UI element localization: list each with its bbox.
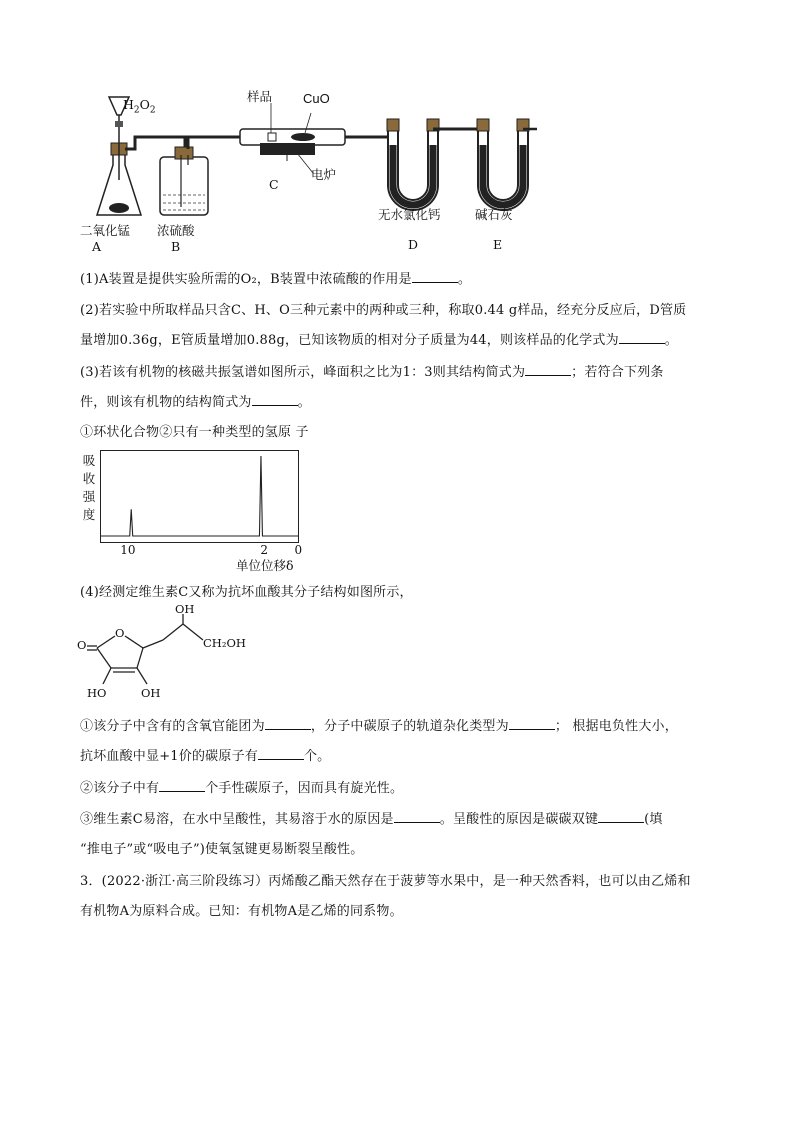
question-1: (1)A装置是提供实验所需的O₂，B装置中浓硫酸的作用是 。 [80,265,720,295]
answer-blank[interactable] [509,715,555,730]
question-4-3: ③维生素C易溶，在水中呈酸性，其易溶于水的原因是 。呈酸性的原因是碳碳双键 (填 “推电子”或“吸电子”)使氧氢键更易断裂呈酸性。 [80,805,720,865]
apparatus-diagram [75,85,545,255]
answer-blank[interactable] [159,777,205,792]
answer-blank[interactable] [265,715,311,730]
label-e: E [493,237,503,252]
label-c: C [269,177,279,192]
nmr-trace [101,456,299,536]
question-3-ethyl-acrylate: 3．(2022·浙江·高三阶段练习）丙烯酸乙酯天然存在于菠萝等水果中，是一种天然香料，也可以由乙烯和 有机物A为原料合成。已知：有机物A是乙烯的同系物。 [80,874,691,919]
answer-blank[interactable] [258,745,304,760]
nmr-tick-0: 0 [294,543,303,557]
vitamin-c-structure [75,602,255,710]
nmr-ylabel-char: 强 [82,489,96,504]
answer-blank[interactable] [525,361,571,376]
question-4-intro: (4)经测定维生素C又称为抗坏血酸其分子结构如图所示， [80,585,413,600]
atom-o-keto: O [77,638,87,652]
nmr-ylabel-char: 吸 [82,453,96,468]
nmr-ylabel-char: 收 [82,471,96,486]
nmr-spectrum [78,450,318,575]
nmr-tick-10: 10 [120,543,136,557]
label-a: A [92,239,102,254]
answer-blank[interactable] [598,808,644,823]
nmr-xlabel: 单位位移δ [236,558,294,573]
label-b: B [171,239,181,254]
atom-ch2oh: CH₂OH [203,636,246,650]
atom-o-ring: O [115,626,125,640]
atom-oh-right: OH [141,686,161,700]
label-cacl2: 无水氯化钙 [378,207,441,222]
nmr-ylabel-char: 度 [82,507,96,522]
label-sample: 样品 [247,89,273,104]
nmr-tick-2: 2 [260,543,268,557]
label-h2so4: 浓硫酸 [157,223,195,238]
label-sodalime: 碱石灰 [475,207,513,222]
answer-blank[interactable] [619,329,665,344]
label-d: D [408,237,419,252]
label-cuo: CuO [303,91,330,106]
atom-ho-left: HO [87,686,107,700]
question-4-1: ①该分子中含有的含氧官能团为 ，分子中碳原子的轨道杂化类型为 ； 根据电负性大小， 抗坏血酸中显+1价的碳原子有 个。 [80,712,720,772]
question-2: (2)若实验中所取样品只含C、H、O三种元素中的两种或三种，称取0.44 g样品，经充分反应后，D管质 量增加0.36g，E管质量增加0.88g，已知该物质的相对分子质量为44，则该样品的化学式为 。 [80,303,687,348]
nmr-plot [100,450,300,545]
label-furnace: 电炉 [311,167,337,182]
answer-blank[interactable] [412,268,458,283]
atom-oh-top: OH [175,602,195,616]
answer-blank[interactable] [252,391,298,406]
answer-blank[interactable] [394,808,440,823]
label-mno2: 二氧化锰 [80,223,131,238]
question-4-2: ②该分子中有 个手性碳原子，因而具有旋光性。 [80,774,720,804]
question-3: (3)若该有机物的核磁共振氢谱如图所示，峰面积之比为1：3则其结构简式为 ；若符合下列条 件，则该有机物的结构简式为 。 ①环状化合物②只有一种类型的氢原 子 [80,358,720,448]
nmr-ylabel [78,452,100,524]
label-h2o2: $H_2O_2$ [123,97,156,116]
